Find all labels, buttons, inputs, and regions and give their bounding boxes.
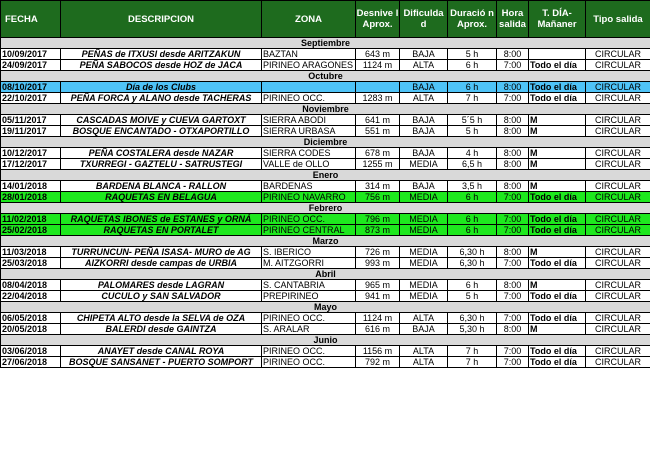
cell-tipo: CIRCULAR	[586, 357, 650, 368]
cell-desnivel: 678 m	[356, 148, 400, 159]
cell-tdia: Todo el día	[529, 346, 586, 357]
cell-tdia: Todo el día	[529, 357, 586, 368]
cell-dificultad: ALTA	[400, 313, 448, 324]
cell-desnivel: 1124 m	[356, 60, 400, 71]
cell-desnivel: 616 m	[356, 324, 400, 335]
month-label: Abril	[1, 269, 650, 280]
cell-descripcion: PEÑA FORCA y ALANO desde TACHERAS	[61, 93, 262, 104]
cell-duracion: 6 h	[448, 280, 497, 291]
col-header-desnivel: Desnive l Aprox.	[356, 1, 400, 38]
cell-tipo: CIRCULAR	[586, 82, 650, 93]
cell-zona: PIRINEO OCC.	[262, 346, 356, 357]
cell-dificultad: BAJA	[400, 181, 448, 192]
table-row	[1, 49, 650, 60]
cell-fecha: 25/03/2018	[1, 258, 61, 269]
cell-dificultad: MEDIA	[400, 225, 448, 236]
cell-tipo: CIRCULAR	[586, 49, 650, 60]
cell-dificultad: MEDIA	[400, 247, 448, 258]
cell-fecha: 20/05/2018	[1, 324, 61, 335]
month-row	[1, 203, 650, 214]
cell-hora: 8:00	[497, 324, 529, 335]
cell-tipo: CIRCULAR	[586, 192, 650, 203]
cell-hora: 8:00	[497, 49, 529, 60]
cell-tdia: M	[529, 181, 586, 192]
cell-descripcion: TURRUNCUN- PEÑA ISASA- MURO de AG	[61, 247, 262, 258]
cell-tdia: Todo el día	[529, 225, 586, 236]
cell-descripcion: Día de los Clubs	[61, 82, 262, 93]
cell-desnivel: 1124 m	[356, 313, 400, 324]
cell-tdia: M	[529, 159, 586, 170]
cell-tdia: Todo el día	[529, 258, 586, 269]
cell-desnivel: 643 m	[356, 49, 400, 60]
cell-tipo: CIRCULAR	[586, 280, 650, 291]
cell-descripcion: BOSQUE SANSANET - PUERTO SOMPORT	[61, 357, 262, 368]
cell-desnivel	[356, 82, 400, 93]
cell-tipo: CIRCULAR	[586, 214, 650, 225]
cell-desnivel: 1255 m	[356, 159, 400, 170]
cell-tdia: Todo el día	[529, 93, 586, 104]
month-row	[1, 236, 650, 247]
cell-duracion: 7 h	[448, 357, 497, 368]
cell-descripcion: BOSQUE ENCANTADO - OTXAPORTILLO	[61, 126, 262, 137]
cell-zona: S. IBERICO	[262, 247, 356, 258]
cell-duracion: 5´5 h	[448, 115, 497, 126]
cell-duracion: 5 h	[448, 291, 497, 302]
cell-duracion: 6 h	[448, 225, 497, 236]
month-label: Noviembre	[1, 104, 650, 115]
cell-zona: PIRINEO ARAGONES	[262, 60, 356, 71]
month-row	[1, 170, 650, 181]
cell-tipo: CIRCULAR	[586, 159, 650, 170]
cell-hora: 8:00	[497, 247, 529, 258]
cell-tdia: Todo el día	[529, 60, 586, 71]
month-row	[1, 335, 650, 346]
cell-dificultad: MEDIA	[400, 280, 448, 291]
cell-dificultad: BAJA	[400, 49, 448, 60]
table-row	[1, 214, 650, 225]
cell-hora: 7:00	[497, 291, 529, 302]
table-row	[1, 313, 650, 324]
cell-dificultad: BAJA	[400, 126, 448, 137]
cell-duracion: 6 h	[448, 192, 497, 203]
table-row	[1, 258, 650, 269]
cell-tipo: CIRCULAR	[586, 60, 650, 71]
cell-fecha: 22/04/2018	[1, 291, 61, 302]
table-row	[1, 82, 650, 93]
cell-desnivel: 941 m	[356, 291, 400, 302]
cell-desnivel: 993 m	[356, 258, 400, 269]
cell-duracion: 6,30 h	[448, 247, 497, 258]
cell-dificultad: MEDIA	[400, 291, 448, 302]
cell-hora: 8:00	[497, 280, 529, 291]
table-row	[1, 148, 650, 159]
cell-hora: 8:00	[497, 126, 529, 137]
col-header-fecha: FECHA	[1, 1, 61, 38]
col-header-tipo: Tipo salida	[586, 1, 650, 38]
cell-zona: SIERRA URBASA	[262, 126, 356, 137]
table-row	[1, 324, 650, 335]
cell-dificultad: BAJA	[400, 82, 448, 93]
month-label: Octubre	[1, 71, 650, 82]
cell-zona: BAZTAN	[262, 49, 356, 60]
month-label: Septiembre	[1, 38, 650, 49]
cell-tipo: CIRCULAR	[586, 181, 650, 192]
cell-dificultad: ALTA	[400, 346, 448, 357]
cell-hora: 8:00	[497, 159, 529, 170]
month-label: Enero	[1, 170, 650, 181]
cell-hora: 7:00	[497, 93, 529, 104]
cell-descripcion: CUCULO y SAN SALVADOR	[61, 291, 262, 302]
cell-hora: 7:00	[497, 346, 529, 357]
cell-zona: PIRINEO NAVARRO	[262, 192, 356, 203]
month-label: Febrero	[1, 203, 650, 214]
cell-tipo: CIRCULAR	[586, 258, 650, 269]
cell-duracion: 6,30 h	[448, 313, 497, 324]
table-row	[1, 60, 650, 71]
col-header-descripcion: DESCRIPCION	[61, 1, 262, 38]
cell-dificultad: ALTA	[400, 60, 448, 71]
cell-duracion: 5 h	[448, 126, 497, 137]
month-label: Mayo	[1, 302, 650, 313]
col-header-tdia: T. DÍA-Mañaner	[529, 1, 586, 38]
cell-descripcion: ANAYET desde CANAL ROYA	[61, 346, 262, 357]
cell-descripcion: BALERDI desde GAINTZA	[61, 324, 262, 335]
cell-fecha: 10/12/2017	[1, 148, 61, 159]
cell-fecha: 14/01/2018	[1, 181, 61, 192]
cell-tipo: CIRCULAR	[586, 93, 650, 104]
cell-dificultad: MEDIA	[400, 258, 448, 269]
cell-fecha: 25/02/2018	[1, 225, 61, 236]
cell-desnivel: 965 m	[356, 280, 400, 291]
cell-descripcion: RAQUETAS EN BELAGUA	[61, 192, 262, 203]
month-row	[1, 302, 650, 313]
cell-tdia	[529, 49, 586, 60]
month-label: Marzo	[1, 236, 650, 247]
cell-duracion: 3,5 h	[448, 181, 497, 192]
col-header-zona: ZONA	[262, 1, 356, 38]
cell-desnivel: 314 m	[356, 181, 400, 192]
cell-desnivel: 726 m	[356, 247, 400, 258]
table-row	[1, 181, 650, 192]
cell-hora: 8:00	[497, 181, 529, 192]
cell-hora: 7:00	[497, 60, 529, 71]
cell-descripcion: RAQUETAS IBONES de ESTANES y ORNÁ	[61, 214, 262, 225]
cell-descripcion: AIZKORRI desde campas de URBIA	[61, 258, 262, 269]
table-row	[1, 280, 650, 291]
table-row	[1, 192, 650, 203]
cell-tdia: M	[529, 324, 586, 335]
cell-duracion: 7 h	[448, 346, 497, 357]
cell-hora: 8:00	[497, 82, 529, 93]
cell-desnivel: 641 m	[356, 115, 400, 126]
cell-duracion: 6 h	[448, 82, 497, 93]
table-row	[1, 357, 650, 368]
cell-hora: 7:00	[497, 357, 529, 368]
table-row	[1, 115, 650, 126]
cell-fecha: 19/11/2017	[1, 126, 61, 137]
month-row	[1, 269, 650, 280]
cell-tdia: M	[529, 115, 586, 126]
month-row	[1, 71, 650, 82]
cell-fecha: 22/10/2017	[1, 93, 61, 104]
cell-zona: S. ARALAR	[262, 324, 356, 335]
cell-tipo: CIRCULAR	[586, 148, 650, 159]
cell-tdia: M	[529, 247, 586, 258]
cell-desnivel: 796 m	[356, 214, 400, 225]
cell-zona: S. CANTABRIA	[262, 280, 356, 291]
cell-tdia: Todo el día	[529, 291, 586, 302]
cell-duracion: 6,30 h	[448, 258, 497, 269]
table-row	[1, 225, 650, 236]
cell-duracion: 6 h	[448, 214, 497, 225]
cell-hora: 7:00	[497, 258, 529, 269]
cell-descripcion: PEÑA COSTALERA desde NAZAR	[61, 148, 262, 159]
cell-zona	[262, 82, 356, 93]
month-label: Diciembre	[1, 137, 650, 148]
cell-hora: 7:00	[497, 214, 529, 225]
cell-tdia: Todo el día	[529, 313, 586, 324]
cell-tdia: M	[529, 126, 586, 137]
cell-tipo: CIRCULAR	[586, 247, 650, 258]
month-label: Junio	[1, 335, 650, 346]
cell-fecha: 05/11/2017	[1, 115, 61, 126]
month-row	[1, 104, 650, 115]
cell-zona: PIRINEO OCC.	[262, 313, 356, 324]
cell-zona: PIRINEO CENTRAL	[262, 225, 356, 236]
cell-duracion: 4 h	[448, 148, 497, 159]
cell-fecha: 10/09/2017	[1, 49, 61, 60]
cell-duracion: 5 h	[448, 49, 497, 60]
cell-fecha: 11/03/2018	[1, 247, 61, 258]
table-row	[1, 247, 650, 258]
col-header-hora: Hora salida	[497, 1, 529, 38]
cell-descripcion: PALOMARES desde LAGRAN	[61, 280, 262, 291]
cell-dificultad: MEDIA	[400, 214, 448, 225]
col-header-dificultad: Dificulda d	[400, 1, 448, 38]
cell-zona: PREPIRINEO	[262, 291, 356, 302]
cell-tdia: Todo el día	[529, 192, 586, 203]
cell-duracion: 7 h	[448, 93, 497, 104]
cell-dificultad: MEDIA	[400, 192, 448, 203]
col-header-duracion: Duració n Aprox.	[448, 1, 497, 38]
cell-fecha: 03/06/2018	[1, 346, 61, 357]
cell-zona: SIERRA ABODI	[262, 115, 356, 126]
month-row	[1, 38, 650, 49]
cell-fecha: 17/12/2017	[1, 159, 61, 170]
cell-descripcion: TXURREGI - GAZTELU - SATRUSTEGI	[61, 159, 262, 170]
cell-desnivel: 873 m	[356, 225, 400, 236]
cell-descripcion: PEÑA SABOCOS desde HOZ de JACA	[61, 60, 262, 71]
cell-desnivel: 1156 m	[356, 346, 400, 357]
cell-zona: PIRINEO OCC.	[262, 214, 356, 225]
cell-descripcion: CASCADAS MOIVE y CUEVA GARTOXT	[61, 115, 262, 126]
table-row	[1, 93, 650, 104]
cell-hora: 7:00	[497, 225, 529, 236]
cell-dificultad: MEDIA	[400, 159, 448, 170]
cell-tdia: Todo el día	[529, 214, 586, 225]
cell-hora: 8:00	[497, 148, 529, 159]
cell-fecha: 06/05/2018	[1, 313, 61, 324]
cell-fecha: 28/01/2018	[1, 192, 61, 203]
cell-hora: 8:00	[497, 115, 529, 126]
schedule-body	[1, 38, 650, 368]
cell-fecha: 08/10/2017	[1, 82, 61, 93]
cell-duracion: 6 h	[448, 60, 497, 71]
cell-duracion: 5,30 h	[448, 324, 497, 335]
cell-desnivel: 551 m	[356, 126, 400, 137]
table-row	[1, 291, 650, 302]
cell-desnivel: 756 m	[356, 192, 400, 203]
header-row	[1, 1, 650, 38]
cell-desnivel: 1283 m	[356, 93, 400, 104]
cell-fecha: 08/04/2018	[1, 280, 61, 291]
cell-tipo: CIRCULAR	[586, 346, 650, 357]
cell-dificultad: ALTA	[400, 93, 448, 104]
cell-zona: SIERRA CODES	[262, 148, 356, 159]
cell-tdia: M	[529, 280, 586, 291]
cell-dificultad: BAJA	[400, 115, 448, 126]
cell-tipo: CIRCULAR	[586, 126, 650, 137]
cell-fecha: 11/02/2018	[1, 214, 61, 225]
cell-dificultad: BAJA	[400, 324, 448, 335]
cell-tipo: CIRCULAR	[586, 313, 650, 324]
cell-zona: PIRINEO OCC.	[262, 357, 356, 368]
cell-zona: PIRINEO OCC.	[262, 93, 356, 104]
cell-zona: VALLE de OLLO	[262, 159, 356, 170]
cell-dificultad: BAJA	[400, 148, 448, 159]
cell-dificultad: ALTA	[400, 357, 448, 368]
cell-tipo: CIRCULAR	[586, 115, 650, 126]
cell-desnivel: 792 m	[356, 357, 400, 368]
cell-descripcion: BARDENA BLANCA - RALLON	[61, 181, 262, 192]
cell-descripcion: PEÑAS de ITXUSI desde ARITZAKUN	[61, 49, 262, 60]
table-row	[1, 126, 650, 137]
cell-zona: M. AITZGORRI	[262, 258, 356, 269]
cell-fecha: 24/09/2017	[1, 60, 61, 71]
month-row	[1, 137, 650, 148]
cell-duracion: 6,5 h	[448, 159, 497, 170]
cell-fecha: 27/06/2018	[1, 357, 61, 368]
cell-tdia: M	[529, 148, 586, 159]
cell-tipo: CIRCULAR	[586, 225, 650, 236]
cell-tdia: Todo el día	[529, 82, 586, 93]
cell-tipo: CIRCULAR	[586, 324, 650, 335]
table-row	[1, 346, 650, 357]
cell-tipo: CIRCULAR	[586, 291, 650, 302]
cell-descripcion: CHIPETA ALTO desde la SELVA de OZA	[61, 313, 262, 324]
table-row	[1, 159, 650, 170]
cell-zona: BARDENAS	[262, 181, 356, 192]
cell-hora: 7:00	[497, 313, 529, 324]
cell-hora: 7:00	[497, 192, 529, 203]
cell-descripcion: RAQUETAS EN PORTALET	[61, 225, 262, 236]
